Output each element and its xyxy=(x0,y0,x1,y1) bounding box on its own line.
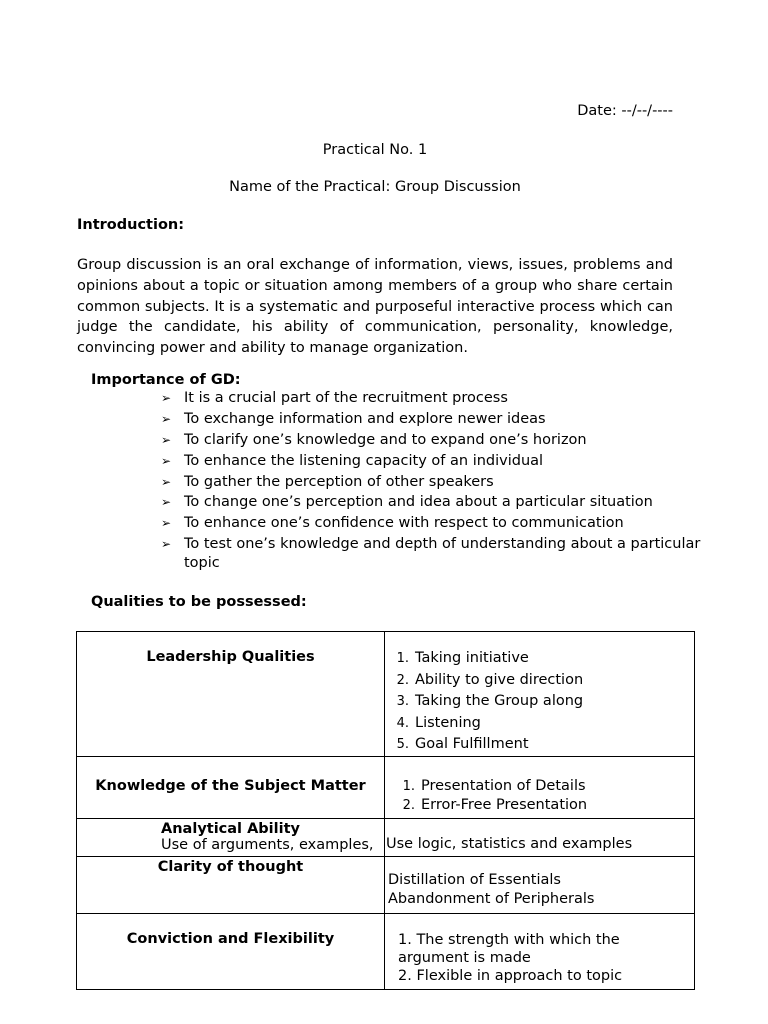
list-item: 1. Taking initiative xyxy=(396,650,529,666)
quality-label: Conviction and Flexibility xyxy=(126,930,335,947)
quality-sub-text: Use of arguments, examples, xyxy=(161,836,374,853)
list-item: 2. Flexible in approach to topic xyxy=(398,967,623,984)
list-item: ➢ To gather the perception of other speakers xyxy=(161,473,494,490)
list-item: 3. Taking the Group along xyxy=(396,693,584,710)
importance-list xyxy=(161,389,701,575)
quality-detail-list xyxy=(385,757,694,815)
practical-number: Practical No. 1 xyxy=(322,142,428,158)
arrow-bullet-icon: ➢ xyxy=(161,411,172,426)
list-item: 1. The strength with which the argument is made xyxy=(398,931,620,966)
list-item: 4. Listening xyxy=(396,714,481,731)
date-line: Date: --/--/---- xyxy=(577,103,673,119)
table-row xyxy=(77,913,695,989)
quality-detail: Use logic, statistics and examples xyxy=(386,835,633,852)
arrow-bullet-icon: ➢ xyxy=(161,516,172,531)
table-row xyxy=(77,632,695,757)
introduction-heading: Introduction: xyxy=(77,217,185,233)
list-item: ➢ To enhance one’s confidence with respect to communication xyxy=(161,515,624,532)
arrow-bullet-icon: ➢ xyxy=(161,537,172,552)
list-item: 2. Error-Free Presentation xyxy=(402,796,588,813)
list-item: 5. Goal Fulfillment xyxy=(396,736,529,753)
list-item: 1. Presentation of Details xyxy=(402,777,586,794)
table-row xyxy=(77,756,695,818)
qualities-heading: Qualities to be possessed: xyxy=(91,594,307,610)
list-item: ➢ It is a crucial part of the recruitment process xyxy=(161,390,508,406)
quality-detail: Abandonment of Peripherals xyxy=(388,890,595,907)
list-item: ➢ To test one’s knowledge and depth of understanding about a particular topic xyxy=(161,536,701,571)
importance-heading: Importance of GD: xyxy=(91,372,241,388)
list-item: ➢ To exchange information and explore newer ideas xyxy=(161,410,546,427)
quality-label: Leadership Qualities xyxy=(146,649,315,665)
table-row xyxy=(77,856,695,913)
introduction-paragraph: Group discussion is an oral exchange of information, views, issues, problems and opinions about a topic or situation among members of a group who share certain common subjects. It is a systematic and purposeful interactive process which can judge the candidate, his ability of communication, personality, knowledge, convincing power and ability to manage organization. xyxy=(77,257,673,357)
arrow-bullet-icon: ➢ xyxy=(161,474,172,489)
quality-label: Knowledge of the Subject Matter xyxy=(95,777,366,794)
table-row xyxy=(77,818,695,856)
quality-label: Analytical Ability xyxy=(161,820,300,837)
arrow-bullet-icon: ➢ xyxy=(161,453,172,468)
arrow-bullet-icon: ➢ xyxy=(161,391,172,405)
list-item: ➢ To change one’s perception and idea about a particular situation xyxy=(161,494,653,511)
list-item: ➢ To clarify one’s knowledge and to expand one’s horizon xyxy=(161,431,587,448)
practical-name: Name of the Practical: Group Discussion xyxy=(229,179,521,195)
arrow-bullet-icon: ➢ xyxy=(161,495,172,510)
qualities-table xyxy=(76,631,695,990)
list-item: ➢ To enhance the listening capacity of an individual xyxy=(161,452,544,469)
list-item: 2. Ability to give direction xyxy=(396,671,584,688)
quality-detail: Distillation of Essentials xyxy=(388,871,561,888)
quality-label: Clarity of thought xyxy=(157,858,304,875)
quality-detail-list xyxy=(385,632,694,756)
arrow-bullet-icon: ➢ xyxy=(161,432,172,447)
